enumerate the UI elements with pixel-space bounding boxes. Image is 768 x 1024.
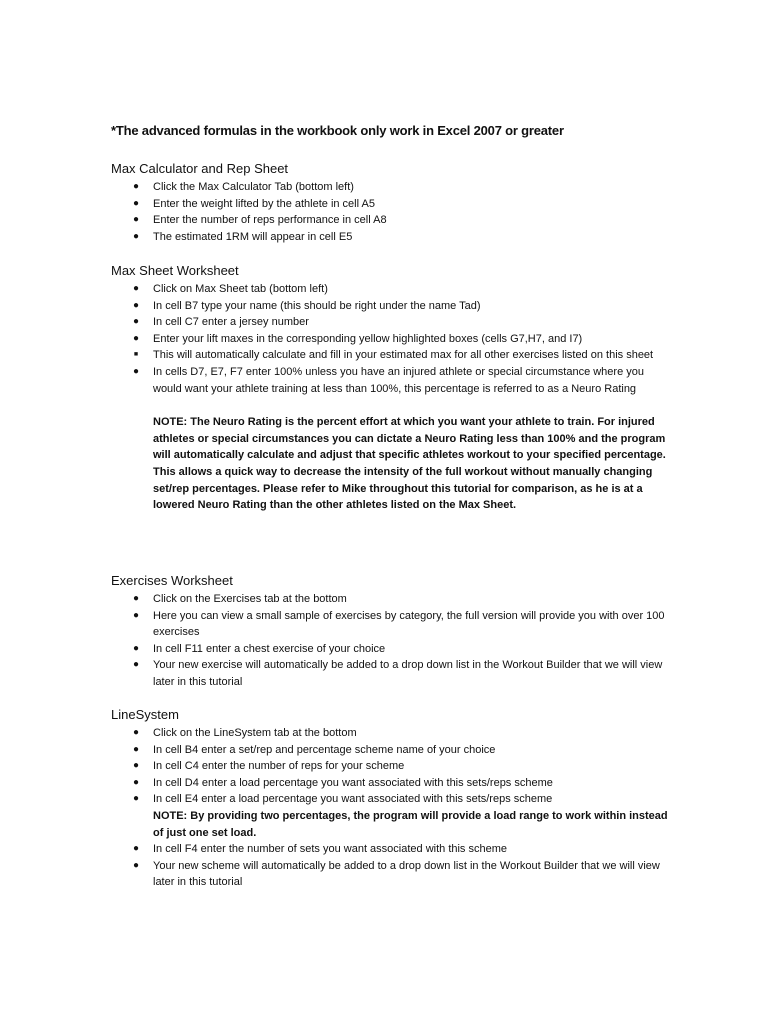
bullet-dot-icon: ● — [132, 593, 140, 604]
bullet-dot-icon: ● — [132, 283, 140, 294]
bullet-dot-icon: ● — [132, 727, 140, 738]
section-heading: LineSystem — [111, 707, 179, 722]
bullet-dot-icon: ● — [132, 365, 140, 377]
bullet-dot-icon: ● — [132, 197, 140, 209]
list-item: ● Click the Max Calculator Tab (bottom left) — [111, 179, 671, 196]
list-item: ● In cell D4 enter a load percentage you want associated with this sets/reps scheme — [111, 775, 671, 792]
bullet-dot-icon: ● — [132, 642, 140, 654]
section-exercises — [111, 572, 671, 691]
list-item: ■ This will automatically calculate and fill in your estimated max for all other exercises listed on this sheet — [111, 347, 671, 364]
bullet-dot-icon: ● — [132, 859, 140, 871]
list-item: ● Enter the number of reps performance in cell A8 — [111, 212, 671, 229]
list-item: ● In cell F11 enter a chest exercise of your choice — [111, 641, 671, 658]
bullet-square-icon: ■ — [133, 351, 139, 359]
neuro-rating-note: NOTE: The Neuro Rating is the percent effort at which you want your athlete to train. For injured athletes or special circumstances you can dictate a Neuro Rating less than 100% and the program will automatically calculate and adjust that specific athletes workout to your specified percentage. This allows a quick way to decrease the intensity of the full workout without manually changing set/rep percentages. Please refer to Mike throughout this tutorial for comparison, as he is at a lowered Neuro Rating than the other athletes listed on the Max Sheet. — [153, 416, 666, 512]
bullet-list — [111, 591, 671, 691]
section-heading: Max Sheet Worksheet — [111, 263, 239, 278]
bullet-dot-icon: ● — [132, 181, 140, 192]
list-item: ● In cell B4 enter a set/rep and percentage scheme name of your choice — [111, 742, 671, 759]
section-heading: Max Calculator and Rep Sheet — [111, 161, 289, 176]
load-range-note: NOTE: By providing two percentages, the program will provide a load range to work within instead of just one set load. — [153, 809, 668, 839]
bullet-dot-icon: ● — [132, 609, 140, 621]
list-item: ● In cell F4 enter the number of sets you want associated with this scheme — [111, 841, 671, 858]
list-item: ● Enter your lift maxes in the corresponding yellow highlighted boxes (cells G7,H7, and I7) — [111, 331, 671, 348]
bullet-dot-icon: ● — [132, 793, 140, 805]
bullet-list — [111, 725, 671, 891]
list-item: ● Click on the Exercises tab at the bottom — [111, 591, 671, 608]
section-max-calculator — [111, 160, 671, 245]
list-item: ● In cells D7, E7, F7 enter 100% unless you have an injured athlete or special circumstance where you would want your athlete training at less than 100%, this percentage is referred to as a Neuro Rating — [132, 365, 644, 395]
bullet-list — [111, 179, 671, 245]
section-max-sheet — [111, 262, 671, 514]
list-item: ● Here you can view a small sample of exercises by category, the full version will provide you with over 100 exercises — [132, 609, 665, 639]
list-item: ● In cell E4 enter a load percentage you want associated with this sets/reps scheme NOTE: By providing two percentages, the program will provide a load range to work within instead of just one set load. — [111, 791, 671, 841]
section-linesystem — [111, 706, 671, 891]
list-item: ● Your new exercise will automatically be added to a drop down list in the Workout Builder that we will view later in this tutorial — [132, 659, 663, 688]
bullet-dot-icon: ● — [132, 230, 140, 242]
bullet-dot-icon: ● — [132, 776, 140, 788]
bullet-dot-icon: ● — [132, 760, 140, 772]
bullet-dot-icon: ● — [132, 316, 140, 328]
list-item: ● The estimated 1RM will appear in cell E5 — [111, 229, 671, 246]
intro-note: *The advanced formulas in the workbook only work in Excel 2007 or greater — [111, 123, 564, 138]
section-heading: Exercises Worksheet — [111, 573, 233, 588]
list-item: ● Click on the LineSystem tab at the bottom — [111, 725, 671, 742]
bullet-dot-icon: ● — [132, 214, 140, 226]
list-item: ● In cell C7 enter a jersey number — [111, 314, 671, 331]
bullet-dot-icon: ● — [132, 332, 140, 344]
bullet-dot-icon: ● — [132, 659, 140, 671]
list-item: ● In cell C4 enter the number of reps for your scheme — [111, 758, 671, 775]
list-item: ● Click on Max Sheet tab (bottom left) — [111, 281, 671, 298]
bullet-dot-icon: ● — [132, 843, 140, 855]
bullet-list — [111, 281, 671, 397]
list-item: ● Enter the weight lifted by the athlete in cell A5 — [111, 196, 671, 213]
list-item: ● In cell B7 type your name (this should be right under the name Tad) — [111, 298, 671, 315]
list-item: ● Your new scheme will automatically be added to a drop down list in the Workout Builder that we will view later in this tutorial — [132, 859, 660, 889]
bullet-dot-icon: ● — [132, 743, 140, 755]
bullet-dot-icon: ● — [132, 299, 140, 311]
